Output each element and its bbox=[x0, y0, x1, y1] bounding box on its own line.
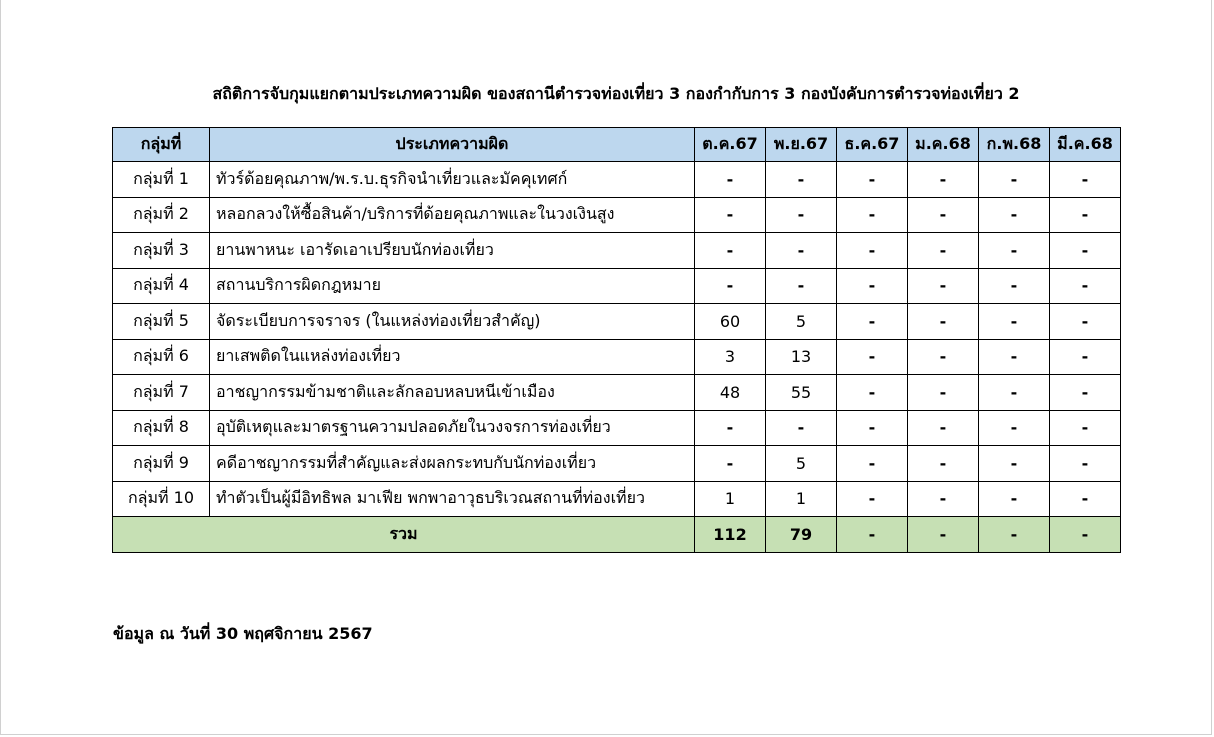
month-value-cell: - bbox=[766, 233, 837, 269]
month-value-cell: - bbox=[908, 233, 979, 269]
group-cell: กลุ่มที่ 5 bbox=[113, 304, 210, 340]
group-cell: กลุ่มที่ 1 bbox=[113, 162, 210, 198]
table-row bbox=[113, 481, 1121, 517]
table-row bbox=[113, 410, 1121, 446]
month-value-cell: - bbox=[1050, 304, 1121, 340]
month-value-cell: - bbox=[1050, 481, 1121, 517]
total-value: 112 bbox=[695, 517, 766, 553]
header-offense-type: ประเภทความผิด bbox=[210, 128, 695, 162]
month-value-cell: - bbox=[695, 162, 766, 198]
month-value-cell: - bbox=[695, 268, 766, 304]
month-value-cell: - bbox=[908, 268, 979, 304]
month-value-cell: - bbox=[1050, 375, 1121, 411]
offense-type-cell: ยานพาหนะ เอารัดเอาเปรียบนักท่องเที่ยว bbox=[210, 233, 695, 269]
month-value-cell: 48 bbox=[695, 375, 766, 411]
table-row bbox=[113, 162, 1121, 198]
month-value-cell: - bbox=[979, 446, 1050, 482]
month-value-cell: - bbox=[695, 410, 766, 446]
month-value-cell: - bbox=[979, 481, 1050, 517]
month-value-cell: - bbox=[979, 410, 1050, 446]
offense-type-cell: คดีอาชญากรรมที่สำคัญและส่งผลกระทบกับนักท่องเที่ยว bbox=[210, 446, 695, 482]
month-value-cell: - bbox=[837, 481, 908, 517]
total-value: - bbox=[1050, 517, 1121, 553]
month-value-cell: - bbox=[837, 197, 908, 233]
header-month-feb68: ก.พ.68 bbox=[979, 128, 1050, 162]
data-as-of-note: ข้อมูล ณ วันที่ 30 พฤศจิกายน 2567 bbox=[113, 624, 373, 643]
month-value-cell: 5 bbox=[766, 446, 837, 482]
group-cell: กลุ่มที่ 6 bbox=[113, 339, 210, 375]
month-value-cell: - bbox=[1050, 268, 1121, 304]
month-value-cell: 3 bbox=[695, 339, 766, 375]
table-row bbox=[113, 446, 1121, 482]
offense-type-cell: อาชญากรรมข้ามชาติและลักลอบหลบหนีเข้าเมือง bbox=[210, 375, 695, 411]
month-value-cell: - bbox=[979, 197, 1050, 233]
month-value-cell: - bbox=[908, 375, 979, 411]
month-value-cell: - bbox=[695, 197, 766, 233]
group-cell: กลุ่มที่ 8 bbox=[113, 410, 210, 446]
header-group: กลุ่มที่ bbox=[113, 128, 210, 162]
table-row bbox=[113, 375, 1121, 411]
offense-type-cell: อุบัติเหตุและมาตรฐานความปลอดภัยในวงจรการท่องเที่ยว bbox=[210, 410, 695, 446]
table-row bbox=[113, 304, 1121, 340]
month-value-cell: 55 bbox=[766, 375, 837, 411]
month-value-cell: - bbox=[837, 304, 908, 340]
month-value-cell: - bbox=[908, 162, 979, 198]
header-month-jan68: ม.ค.68 bbox=[908, 128, 979, 162]
header-month-mar68: มี.ค.68 bbox=[1050, 128, 1121, 162]
month-value-cell: - bbox=[979, 375, 1050, 411]
table-body bbox=[113, 162, 1121, 517]
table-row bbox=[113, 233, 1121, 269]
month-value-cell: - bbox=[908, 481, 979, 517]
month-value-cell: - bbox=[1050, 339, 1121, 375]
total-value: 79 bbox=[766, 517, 837, 553]
group-cell: กลุ่มที่ 4 bbox=[113, 268, 210, 304]
group-cell: กลุ่มที่ 7 bbox=[113, 375, 210, 411]
month-value-cell: 60 bbox=[695, 304, 766, 340]
offense-type-cell: จัดระเบียบการจราจร (ในแหล่งท่องเที่ยวสำคัญ) bbox=[210, 304, 695, 340]
month-value-cell: - bbox=[979, 162, 1050, 198]
month-value-cell: - bbox=[1050, 410, 1121, 446]
month-value-cell: 1 bbox=[766, 481, 837, 517]
total-label: รวม bbox=[113, 517, 695, 553]
month-value-cell: - bbox=[766, 197, 837, 233]
month-value-cell: - bbox=[908, 339, 979, 375]
month-value-cell: - bbox=[837, 446, 908, 482]
month-value-cell: - bbox=[908, 446, 979, 482]
month-value-cell: - bbox=[979, 339, 1050, 375]
month-value-cell: - bbox=[837, 162, 908, 198]
group-cell: กลุ่มที่ 10 bbox=[113, 481, 210, 517]
table-row bbox=[113, 197, 1121, 233]
total-row bbox=[113, 517, 1121, 553]
month-value-cell: - bbox=[979, 233, 1050, 269]
total-value: - bbox=[979, 517, 1050, 553]
month-value-cell: - bbox=[766, 162, 837, 198]
month-value-cell: - bbox=[1050, 197, 1121, 233]
month-value-cell: - bbox=[766, 410, 837, 446]
month-value-cell: - bbox=[1050, 233, 1121, 269]
offense-type-cell: สถานบริการผิดกฎหมาย bbox=[210, 268, 695, 304]
month-value-cell: 1 bbox=[695, 481, 766, 517]
group-cell: กลุ่มที่ 9 bbox=[113, 446, 210, 482]
month-value-cell: - bbox=[837, 410, 908, 446]
offense-type-cell: หลอกลวงให้ซื้อสินค้า/บริการที่ด้อยคุณภาพและในวงเงินสูง bbox=[210, 197, 695, 233]
month-value-cell: - bbox=[837, 339, 908, 375]
group-cell: กลุ่มที่ 2 bbox=[113, 197, 210, 233]
month-value-cell: 13 bbox=[766, 339, 837, 375]
arrest-statistics-table bbox=[112, 127, 1121, 553]
month-value-cell: - bbox=[979, 268, 1050, 304]
report-title: สถิติการจับกุมแยกตามประเภทความผิด ของสถานีตำรวจท่องเที่ยว 3 กองกำกับการ 3 กองบังคับการตำรวจท่องเที่ยว 2 bbox=[212, 84, 1020, 103]
header-month-nov67: พ.ย.67 bbox=[766, 128, 837, 162]
offense-type-cell: ยาเสพติดในแหล่งท่องเที่ยว bbox=[210, 339, 695, 375]
total-value: - bbox=[837, 517, 908, 553]
month-value-cell: - bbox=[979, 304, 1050, 340]
table-row bbox=[113, 339, 1121, 375]
header-month-dec67: ธ.ค.67 bbox=[837, 128, 908, 162]
offense-type-cell: ทัวร์ด้อยคุณภาพ/พ.ร.บ.ธุรกิจนำเที่ยวและมัคคุเทศก์ bbox=[210, 162, 695, 198]
month-value-cell: - bbox=[837, 268, 908, 304]
month-value-cell: - bbox=[908, 197, 979, 233]
table-row bbox=[113, 268, 1121, 304]
month-value-cell: - bbox=[908, 410, 979, 446]
table-header-row bbox=[113, 128, 1121, 162]
month-value-cell: - bbox=[695, 233, 766, 269]
month-value-cell: - bbox=[766, 268, 837, 304]
month-value-cell: - bbox=[695, 446, 766, 482]
month-value-cell: - bbox=[1050, 446, 1121, 482]
header-month-oct67: ต.ค.67 bbox=[695, 128, 766, 162]
month-value-cell: - bbox=[1050, 162, 1121, 198]
offense-type-cell: ทำตัวเป็นผู้มีอิทธิพล มาเฟีย พกพาอาวุธบริเวณสถานที่ท่องเที่ยว bbox=[210, 481, 695, 517]
month-value-cell: - bbox=[837, 375, 908, 411]
month-value-cell: - bbox=[837, 233, 908, 269]
total-value: - bbox=[908, 517, 979, 553]
month-value-cell: - bbox=[908, 304, 979, 340]
month-value-cell: 5 bbox=[766, 304, 837, 340]
group-cell: กลุ่มที่ 3 bbox=[113, 233, 210, 269]
